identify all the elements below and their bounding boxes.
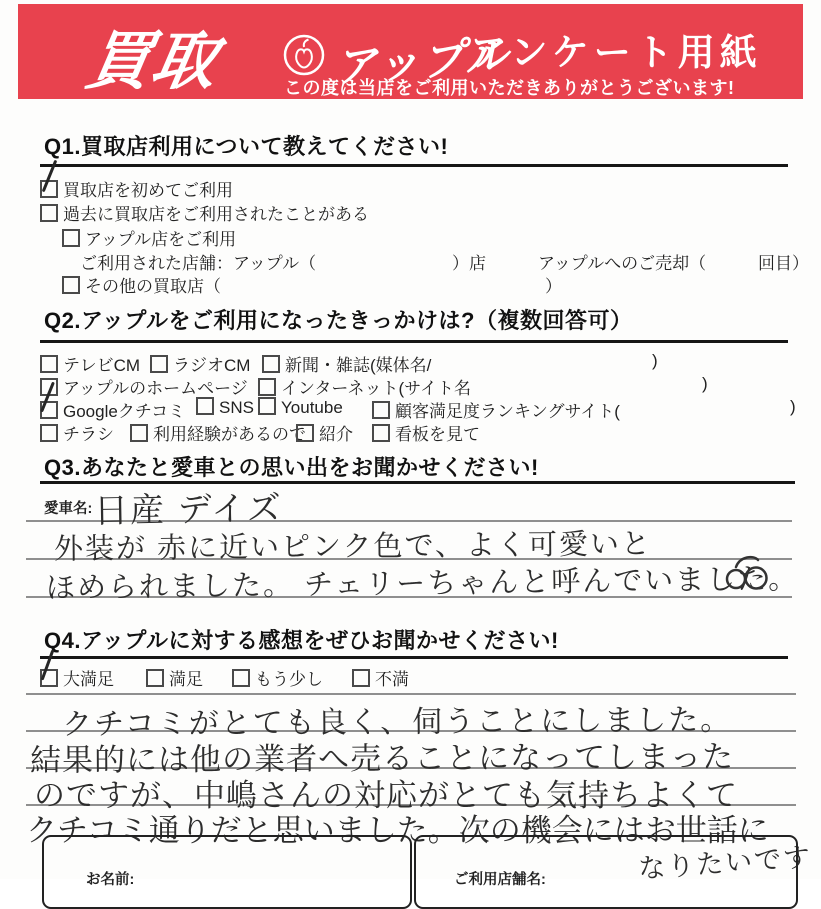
q2-option-homepage bbox=[40, 374, 248, 399]
label-ranking: 顧客満足度ランキングサイト( bbox=[395, 402, 620, 421]
label-past-use: 過去に買取店をご利用されたことがある bbox=[63, 205, 369, 224]
q2-option-newspaper bbox=[262, 351, 431, 376]
brand-script: アップル bbox=[332, 31, 511, 93]
name-box-label: お名前: bbox=[86, 872, 135, 888]
label-flyer: チラシ bbox=[63, 425, 114, 444]
q4-rule bbox=[40, 656, 788, 659]
q4-option-very-satisfied bbox=[40, 665, 114, 690]
label-unsatisfied: 不満 bbox=[375, 670, 409, 689]
checkbox-flyer bbox=[40, 424, 58, 442]
q4-handwritten-line-3: のですが、中嶋さんの対応がとても気持ちよくて bbox=[34, 778, 738, 813]
q1-store-used-suffix: ）店 bbox=[452, 254, 486, 273]
q1-option-first-use bbox=[40, 176, 233, 201]
label-tv: テレビCM bbox=[63, 356, 141, 375]
q1-sell-count-prefix: アップルへのご売却（ bbox=[538, 254, 707, 273]
header-subtitle: この度は当店をご利用いただきありがとうございます! bbox=[284, 78, 735, 98]
q2-option-google bbox=[40, 397, 185, 422]
q2-heading: Q2.アップルをご利用になったきっかけは?（複数回答可） bbox=[44, 308, 633, 333]
q2-option-internet bbox=[258, 374, 471, 399]
q1-sell-count-suffix: 回目） bbox=[758, 254, 809, 273]
label-youtube: Youtube bbox=[281, 398, 343, 417]
q2-option-flyer bbox=[40, 420, 114, 445]
q4-heading: Q4.アップルに対する感想をぜひお聞かせください! bbox=[44, 628, 559, 653]
brand-kaitori: 買取 bbox=[80, 25, 224, 97]
checkbox-satisfied bbox=[146, 669, 164, 687]
checkbox-sns bbox=[196, 397, 214, 415]
label-very-satisfied: 大満足 bbox=[63, 670, 114, 689]
q2-option-ranking bbox=[372, 397, 620, 422]
label-signboard: 看板を見て bbox=[395, 425, 480, 444]
q2-option-signboard bbox=[372, 420, 480, 445]
q2-option-youtube bbox=[258, 397, 343, 418]
q4-handwritten-overflow: なりたいです bbox=[637, 841, 814, 885]
label-referral: 紹介 bbox=[319, 425, 353, 444]
checkbox-referral bbox=[296, 424, 314, 442]
checkbox-tv bbox=[40, 355, 58, 373]
label-apple-store: アップル店をご利用 bbox=[85, 230, 237, 249]
checkbox-radio bbox=[150, 355, 168, 373]
form-title: アンケート用紙 bbox=[470, 32, 762, 73]
label-first-use: 買取店を初めてご利用 bbox=[63, 181, 233, 200]
q2-option-radio bbox=[150, 351, 250, 376]
q4-handwritten-line-4: クチコミ通りだと思いました。次の機会にはお世話に bbox=[26, 813, 769, 848]
label-experience: 利用経験があるので bbox=[153, 425, 306, 444]
q4-option-not-quite bbox=[232, 665, 323, 690]
label-google: Googleクチコミ bbox=[63, 402, 186, 421]
car-name-label: 愛車名: bbox=[44, 501, 93, 517]
checkbox-youtube bbox=[258, 397, 276, 415]
q1-other-store-close: ） bbox=[545, 277, 562, 296]
q2-internet-close: ) bbox=[702, 374, 708, 393]
label-other-store: その他の買取店（ bbox=[85, 277, 221, 296]
label-radio: ラジオCM bbox=[173, 356, 251, 375]
q3-handwritten-line-1: 外装が 赤に近いピンク色で、よく可愛いと bbox=[53, 528, 653, 566]
checkbox-signboard bbox=[372, 424, 390, 442]
q2-option-experience bbox=[130, 420, 306, 445]
checkbox-newspaper bbox=[262, 355, 280, 373]
q2-ranking-close: ) bbox=[790, 397, 796, 416]
q2-option-referral bbox=[296, 420, 353, 445]
q4-option-satisfied bbox=[146, 665, 203, 690]
q3-heading: Q3.あなたと愛車との思い出をお聞かせください! bbox=[44, 455, 539, 480]
q3-handwritten-line-2: ほめられました。 チェリーちゃんと呼んでいました。 bbox=[45, 563, 800, 605]
checkbox-internet bbox=[258, 378, 276, 396]
checkbox-past-use bbox=[40, 204, 58, 222]
label-homepage: アップルのホームページ bbox=[63, 379, 248, 398]
q4-handwritten-line-2: 結果的には他の業者へ売ることになってしまった bbox=[29, 739, 735, 778]
q2-option-sns bbox=[196, 397, 254, 418]
q1-option-past-use bbox=[40, 200, 369, 225]
label-not-quite: もう少し bbox=[255, 670, 323, 689]
store-box-label: ご利用店舗名: bbox=[454, 872, 546, 888]
checkbox-experience bbox=[130, 424, 148, 442]
q4-option-unsatisfied bbox=[352, 665, 409, 690]
label-satisfied: 満足 bbox=[169, 670, 203, 689]
q2-newspaper-close: ) bbox=[652, 351, 658, 370]
handwritten-car-name: 日産 デイズ bbox=[93, 489, 284, 531]
label-sns: SNS bbox=[219, 398, 254, 417]
checkbox-apple-store bbox=[62, 229, 80, 247]
checkbox-ranking bbox=[372, 401, 390, 419]
checkbox-not-quite bbox=[232, 669, 250, 687]
q1-rule bbox=[40, 164, 788, 167]
header-banner bbox=[18, 4, 803, 99]
name-box bbox=[42, 835, 412, 909]
q4-handwritten-line-1: クチコミがとても良く、伺うことにしました。 bbox=[61, 703, 733, 742]
cherry-doodle-icon bbox=[722, 551, 774, 600]
q1-option-other-store bbox=[62, 272, 221, 297]
checkbox-unsatisfied bbox=[352, 669, 370, 687]
store-box bbox=[414, 835, 798, 909]
q1-store-used-prefix: ご利用された店舗：アップル（ bbox=[80, 254, 317, 273]
checkbox-other-store bbox=[62, 276, 80, 294]
q2-rule bbox=[40, 340, 788, 343]
q2-option-tv bbox=[40, 351, 140, 376]
label-internet: インターネット(サイト名 bbox=[281, 379, 471, 398]
label-newspaper: 新聞・雑誌(媒体名/ bbox=[285, 356, 432, 375]
q1-heading: Q1.買取店利用について教えてください! bbox=[44, 134, 449, 159]
q1-option-apple-store bbox=[62, 225, 236, 250]
